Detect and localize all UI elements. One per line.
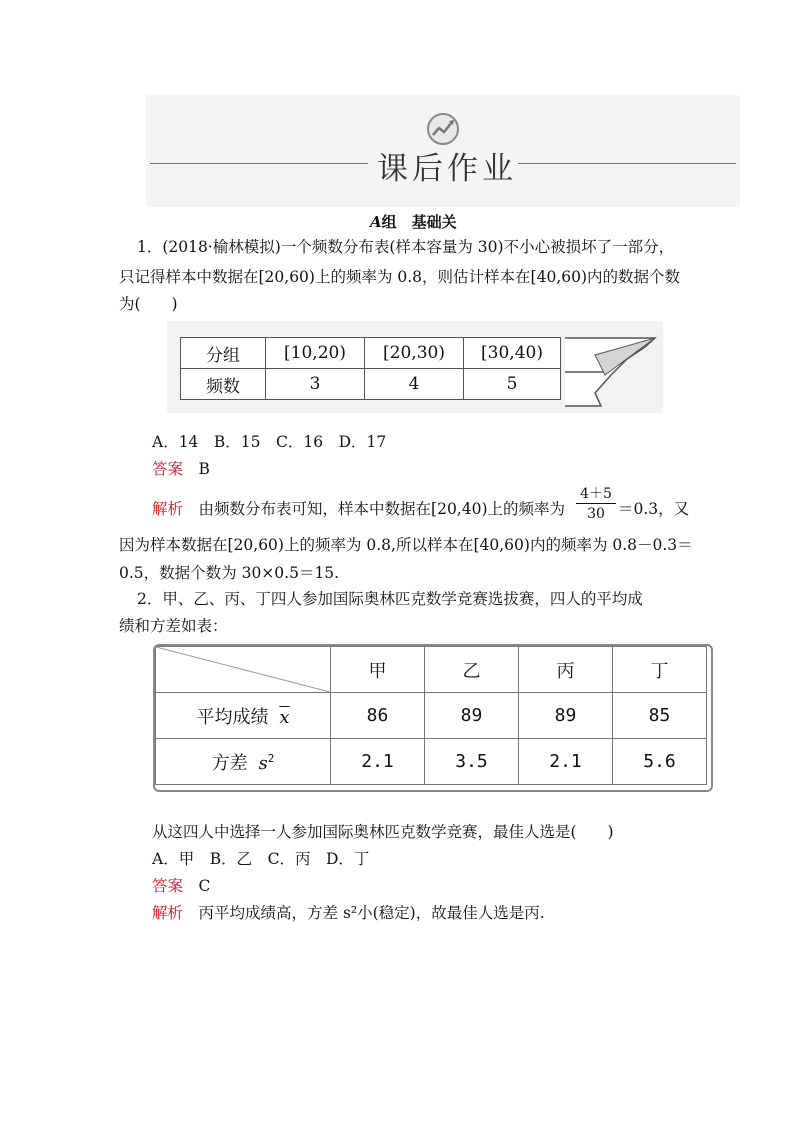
table-cell: 89 xyxy=(519,693,613,739)
table-cell: [20,30) xyxy=(365,338,464,369)
answer-value: B xyxy=(198,460,210,478)
q1-analysis-line2: 因为样本数据在[20,60)上的频率为 0.8,所以样本在[40,60)内的频率为 0.8－0.3＝ xyxy=(119,536,693,554)
analysis-text: 由频数分布表可知，样本中数据在[20,40)上的频率为 xyxy=(198,500,566,518)
table-row xyxy=(181,369,561,400)
group-letter: A xyxy=(370,213,382,231)
table-cell: 86 xyxy=(331,693,425,739)
group-heading xyxy=(370,211,457,232)
table-cell: 乙 xyxy=(425,647,519,693)
table-cell: 分组 xyxy=(181,338,266,369)
table-cell: 3.5 xyxy=(425,739,519,785)
table-cell: 89 xyxy=(425,693,519,739)
table-row xyxy=(156,739,707,785)
q2-text-line1: 2．甲、乙、丙、丁四人参加国际奥林匹克数学竞赛选拔赛，四人的平均成 xyxy=(137,590,643,608)
analysis-label: 解析 xyxy=(152,904,184,922)
variance-exponent: 2 xyxy=(267,751,275,765)
q1-options: A．14 B．15 C．16 D．17 xyxy=(152,433,387,451)
variance-symbol: s xyxy=(258,752,268,774)
table-cell: 甲 xyxy=(331,647,425,693)
table-cell: [10,20) xyxy=(266,338,365,369)
table-cell: 3 xyxy=(266,369,365,400)
q2-options: A．甲 B．乙 C．丙 D．丁 xyxy=(152,850,370,868)
table-cell: [30,40) xyxy=(464,338,561,369)
diagonal-header-cell xyxy=(156,647,331,693)
table-row xyxy=(156,647,707,693)
q2-text-line2: 绩和方差如表： xyxy=(119,617,228,635)
q2-score-table xyxy=(155,646,707,785)
banner-rule-left xyxy=(150,163,368,164)
table-cell: 2.1 xyxy=(519,739,613,785)
q1-text-line1: 1．(2018·榆林模拟)一个频数分布表(样本容量为 30)不小心被损坏了一部分， xyxy=(137,238,675,256)
trend-logo-icon xyxy=(425,111,461,147)
q2-analysis xyxy=(152,903,545,923)
q1-text-line3: 为( ) xyxy=(119,295,178,313)
table-cell: 5 xyxy=(464,369,561,400)
table-row xyxy=(156,693,707,739)
table-row xyxy=(181,338,561,369)
answer-label: 答案 xyxy=(152,877,184,895)
page-title: 课后作业 xyxy=(377,151,517,187)
analysis-text: 丙平均成绩高，方差 s²小(稳定)，故最佳人选是丙. xyxy=(198,904,545,922)
q1-frequency-table xyxy=(180,337,561,400)
banner-rule-right xyxy=(518,163,736,164)
q2-question: 从这四人中选择一人参加国际奥林匹克数学竞赛，最佳人选是( ) xyxy=(152,823,614,841)
analysis-label: 解析 xyxy=(152,500,184,518)
table-cell xyxy=(156,693,331,739)
table-cell: 5.6 xyxy=(613,739,707,785)
q1-answer xyxy=(152,459,210,479)
q1-analysis-line1 xyxy=(152,499,565,519)
q2-answer xyxy=(152,876,210,896)
table-cell: 2.1 xyxy=(331,739,425,785)
variance-label: 方差 xyxy=(211,752,248,774)
q1-analysis-line3: 0.5，数据个数为 30×0.5＝15. xyxy=(119,564,340,582)
answer-value: C xyxy=(198,877,211,895)
torn-table-edge xyxy=(565,337,661,407)
table-cell: 丙 xyxy=(519,647,613,693)
table-cell: 85 xyxy=(613,693,707,739)
table-cell: 4 xyxy=(365,369,464,400)
group-heading-text: 组 基础关 xyxy=(381,213,457,231)
q1-analysis-line1-tail: ＝0.3，又 xyxy=(618,500,690,518)
fraction xyxy=(576,485,616,524)
fraction-denominator: 30 xyxy=(587,506,605,522)
table-cell: 频数 xyxy=(181,369,266,400)
mean-label: 平均成绩 xyxy=(196,706,269,728)
table-cell xyxy=(156,739,331,785)
answer-label: 答案 xyxy=(152,460,184,478)
mean-symbol: $\overline{x}$ xyxy=(279,706,290,728)
table-cell: 丁 xyxy=(613,647,707,693)
diagonal-line xyxy=(156,647,330,692)
fraction-numerator: 4＋5 xyxy=(576,485,616,504)
q1-text-line2: 只记得样本中数据在[20,60)上的频率为 0.8，则估计样本在[40,60)内的数据个数 xyxy=(119,268,681,286)
